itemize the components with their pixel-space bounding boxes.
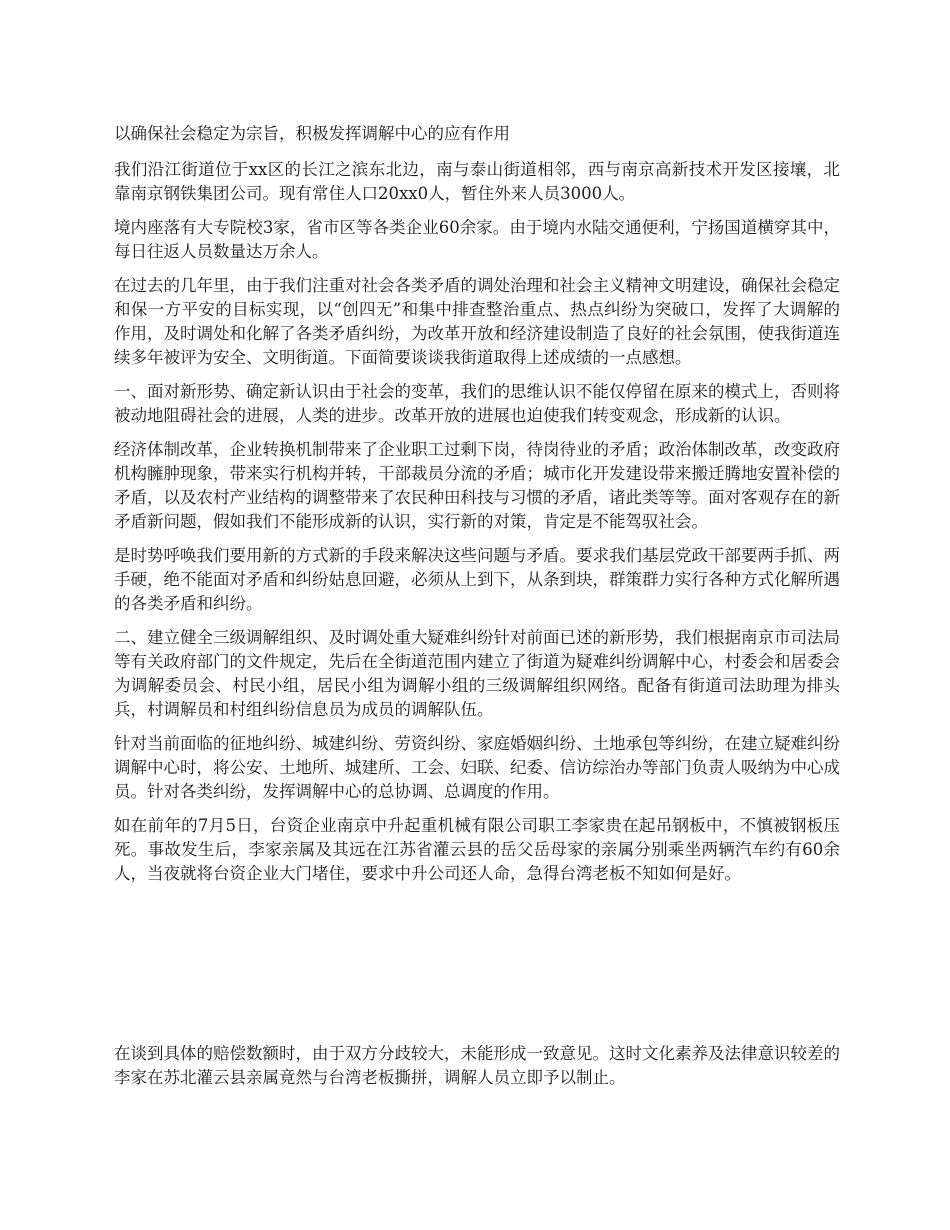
paragraph: 是时势呼唤我们要用新的方式新的手段来解决这些问题与矛盾。要求我们基层党政干部要两手抓、两手硬，绝不能面对矛盾和纠纷姑息回避，必须从上到下，从条到块，群策群力实行各种方式化解所遇的各类矛盾和纠纷。 [114,546,840,613]
document-body [114,122,840,1100]
paragraph: 二、建立健全三级调解组织、及时调处重大疑难纠纷针对前面已述的新形势，我们根据南京市司法局等有关政府部门的文件规定，先后在全街道范围内建立了街道为疑难纠纷调解中心，村委会和居委会为调解委员会、村民小组，居民小组为调解小组的三级调解组织网络。配备有街道司法助理为排头兵，村调解员和村组纠纷信息员为成员的调解队伍。 [114,628,840,719]
paragraph: 针对当前面临的征地纠纷、城建纠纷、劳资纠纷、家庭婚姻纠纷、土地承包等纠纷，在建立疑难纠纷调解中心时，将公安、土地所、城建所、工会、妇联、纪委、信访综治办等部门负责人吸纳为中心成员。针对各类纠纷，发挥调解中心的总协调、总调度的作用。 [114,734,840,801]
paragraph: 如在前年的7月5日，台资企业南京中升起重机械有限公司职工李家贵在起吊钢板中，不慎被钢板压死。事故发生后，李家亲属及其远在江苏省灌云县的岳父岳母家的亲属分别乘坐两辆汽车约有60余人，当夜就将台资企业大门堵住，要求中升公司还人命，急得台湾老板不知如何是好。 [114,816,840,883]
blank-space [114,896,840,1042]
document-title: 以确保社会稳定为宗旨，积极发挥调解中心的应有作用 [114,124,510,143]
paragraph: 我们沿江街道位于xx区的长江之滨东北边，南与泰山街道相邻，西与南京高新技术开发区接壤，北靠南京钢铁集团公司。现有常住人口20xx0人，暂住外来人员3000人。 [114,160,840,203]
paragraph: 在过去的几年里，由于我们注重对社会各类矛盾的调处治理和社会主义精神文明建设，确保社会稳定和保一方平安的目标实现，以“创四无”和集中排查整治重点、热点纠纷为突破口，发挥了大调解的作用，及时调处和化解了各类矛盾纠纷，为改革开放和经济建设制造了良好的社会氛围，使我街道连续多年被评为安全、文明街道。下面简要谈谈我街道取得上述成绩的一点感想。 [114,276,840,367]
paragraph: 经济体制改革，企业转换机制带来了企业职工过剩下岗，待岗待业的矛盾；政治体制改革，改变政府机构臃肿现象，带来实行机构并转，干部裁员分流的矛盾；城市化开发建设带来搬迁腾地安置补偿的矛盾，以及农村产业结构的调整带来了农民种田科技与习惯的矛盾，诸此类等等。面对客观存在的新矛盾新问题，假如我们不能形成新的认识，实行新的对策，肯定是不能驾驭社会。 [114,440,840,531]
paragraph: 境内座落有大专院校3家，省市区等各类企业60余家。由于境内水陆交通便利，宁扬国道横穿其中，每日往返人员数量达万余人。 [114,218,840,261]
paragraph: 在谈到具体的赔偿数额时，由于双方分歧较大，未能形成一致意见。这时文化素养及法律意识较差的李家在苏北灌云县亲属竟然与台湾老板撕拼，调解人员立即予以制止。 [114,1044,840,1087]
paragraph: 一、面对新形势、确定新认识由于社会的变革，我们的思维认识不能仅停留在原来的模式上，否则将被动地阻碍社会的进展，人类的进步。改革开放的进展也迫使我们转变观念，形成新的认识。 [114,382,840,425]
